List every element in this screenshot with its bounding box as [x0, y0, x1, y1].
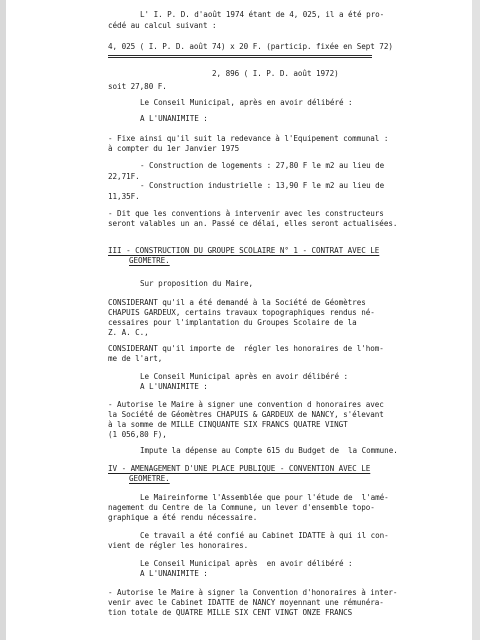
text-line: A L'UNANIMITE : [140, 569, 208, 578]
text-line: graphique a été rendu nécessaire. [108, 513, 258, 522]
formula-denominator: 2, 896 ( I. P. D. août 1972) [212, 69, 339, 78]
section-heading: GEOMETRE. [129, 256, 170, 265]
text-line: 11,35F. [108, 192, 140, 201]
text-line: - Construction industrielle : 13,90 F le m2 au lieu de [140, 181, 385, 190]
text-line: Sur proposition du Maire, [140, 279, 254, 288]
text-line: Z. A. C., [108, 328, 149, 337]
text-line: Le Conseil Municipal après en avoir délibéré : [140, 559, 353, 568]
text-line: CHAPUIS GARDEUX, certains travaux topographiques rendus né- [108, 308, 375, 317]
section-heading: III - CONSTRUCTION DU GROUPE SCOLAIRE N° 1 - CONTRAT AVEC LE [108, 246, 380, 255]
text-line: seront valables un an. Passé ce délai, elles seront actualisées. [108, 219, 398, 228]
text-line: la Société de Géomètres CHAPUIS & GARDEUX de NANCY, s'élevant [108, 410, 384, 419]
scan-edge-left [0, 0, 6, 640]
text-line: Le Conseil Municipal après en avoir délibéré : [140, 372, 349, 381]
text-line: (1 056,80 F), [108, 430, 167, 439]
section-heading: IV - AMENAGEMENT D'UNE PLACE PUBLIQUE - CONVENTION AVEC LE [108, 464, 371, 473]
text-line: - Dit que les conventions à intervenir avec les constructeurs [108, 209, 384, 218]
text-line: A L'UNANIMITE : [140, 114, 208, 123]
text-line: Le Conseil Municipal, après en avoir délibéré : [140, 98, 353, 107]
text-line: venir avec le Cabinet IDATTE de NANCY moyennant une rémunéra- [108, 598, 384, 607]
fraction-bar-double [108, 57, 372, 58]
section-heading: GEOMETRE. [129, 474, 170, 483]
text-line: L' I. P. D. d'août 1974 étant de 4, 025, il a été pro- [140, 10, 385, 19]
text-line: Le Maireinforme l'Assemblée que pour l'étude de l'amé- [140, 493, 389, 502]
text-line: Impute la dépense au Compte 615 du Budget de la Commune. [140, 446, 398, 455]
text-line: cédé au calcul suivant : [108, 21, 217, 30]
text-line: - Autorise le Maire à signer une convention d honoraires avec [108, 400, 384, 409]
text-line: vient de régler les honoraires. [108, 541, 249, 550]
text-line: - Autorise le Maire à signer la Convention d'honoraires à inter- [108, 588, 398, 597]
fraction-bar [108, 55, 372, 56]
text-line: A L'UNANIMITE : [140, 382, 208, 391]
scan-edge-right [472, 0, 480, 640]
text-line: - Fixe ainsi qu'il suit la redevance à l'Equipement communal : [108, 134, 389, 143]
text-line: soit 27,80 F. [108, 82, 167, 91]
text-line: à compter du 1er Janvier 1975 [108, 144, 240, 153]
text-line: cessaires pour l'implantation du Groupes Scolaire de la [108, 318, 357, 327]
text-line: 22,71F. [108, 172, 140, 181]
text-line: à la somme de MILLE CINQUANTE SIX FRANCS QUATRE VINGT [108, 420, 348, 429]
text-line: - Construction de logements : 27,80 F le m2 au lieu de [140, 161, 385, 170]
formula-numerator: 4, 025 ( I. P. D. août 74) x 20 F. (particip. fixée en Sept 72) [108, 42, 393, 51]
text-line: tion totale de QUATRE MILLE SIX CENT VINGT ONZE FRANCS [108, 608, 353, 617]
text-line: CONSIDERANT qu'il importe de régler les honoraires de l'hom- [108, 344, 384, 353]
text-line: nagement du Centre de la Commune, un lever d'ensemble topo- [108, 503, 375, 512]
text-line: me de l'art, [108, 354, 163, 363]
text-line: Ce travail a été confié au Cabinet IDATTE à qui il con- [140, 531, 389, 540]
text-line: CONSIDERANT qu'il a été demandé à la Société de Géomètres [108, 298, 366, 307]
